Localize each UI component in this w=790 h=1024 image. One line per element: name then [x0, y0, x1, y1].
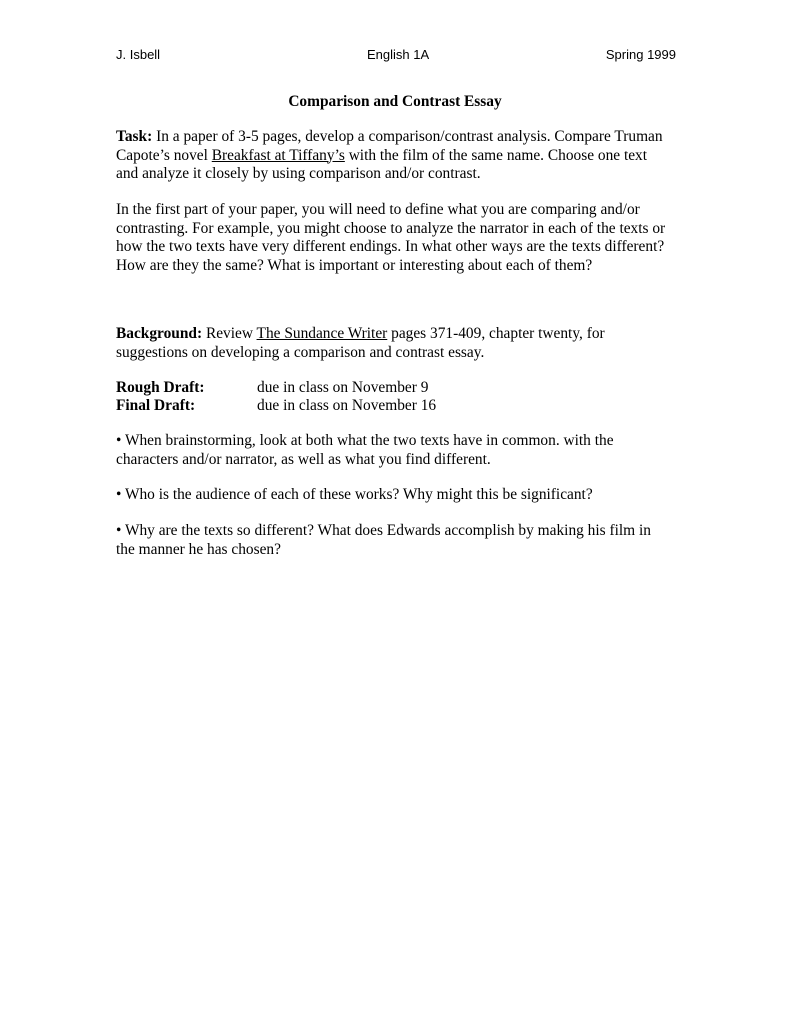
- intro-line-3: how the two texts have very different endings. In what other ways are the texts different?: [116, 238, 665, 255]
- intro-line-4: How are they the same? What is important or interesting about each of them?: [116, 256, 593, 274]
- bullet-item-3: [116, 522, 676, 559]
- task-line-2: [116, 147, 676, 166]
- background-line-1: [116, 325, 676, 344]
- background-text-1b: pages 371-409, chapter twenty, for: [387, 325, 605, 342]
- rough-draft-due: due in class on November 9: [257, 379, 429, 396]
- task-label: Task:: [116, 128, 153, 145]
- bullet-1-line-1: • When brainstorming, look at both what the two texts have in common. with the: [116, 432, 614, 449]
- task-line-1: [116, 128, 676, 147]
- rough-draft-row: [116, 379, 676, 398]
- task-section: [116, 128, 676, 184]
- task-text-2a: Capote’s novel: [116, 146, 212, 164]
- header-term: Spring 1999: [605, 47, 676, 62]
- bullet-item-1: [116, 432, 676, 469]
- background-text-1a: Review: [202, 325, 257, 342]
- task-text-1: In a paper of 3-5 pages, develop a comparison/contrast analysis. Compare Truman: [156, 128, 663, 145]
- task-line-3: and analyze it closely by using comparison and/or contrast.: [116, 165, 481, 182]
- page-header: [116, 46, 676, 64]
- task-text-2b: with the film of the same name. Choose one text: [344, 146, 648, 164]
- bullet-1-line-2: characters and/or narrator, as well as what you find different.: [116, 450, 491, 468]
- bullet-3-line-2: the manner he has chosen?: [116, 540, 281, 558]
- background-label: Background:: [116, 325, 203, 342]
- final-draft-due: due in class on November 16: [257, 397, 437, 414]
- intro-line-2: contrasting. For example, you might choose to analyze the narrator in each of the texts or: [116, 219, 666, 237]
- bullet-item-2: [116, 486, 676, 505]
- header-author: J. Isbell: [116, 47, 161, 62]
- background-line-2: suggestions on developing a comparison and contrast essay.: [116, 343, 485, 361]
- textbook-title: The Sundance Writer: [256, 325, 388, 342]
- intro-line-1: In the first part of your paper, you will need to define what you are comparing and/or: [116, 201, 640, 218]
- document-title: Comparison and Contrast Essay: [288, 93, 502, 110]
- header-course: English 1A: [367, 47, 430, 62]
- background-section: [116, 325, 676, 362]
- bullet-2-line-1: • Who is the audience of each of these works? Why might this be significant?: [116, 486, 593, 503]
- final-draft-label: Final Draft:: [116, 397, 196, 414]
- intro-paragraph: [116, 201, 676, 275]
- rough-draft-label: Rough Draft:: [116, 379, 205, 396]
- final-draft-row: [116, 397, 676, 416]
- novel-title: Breakfast at Tiffany’s: [211, 146, 345, 164]
- bullet-3-line-1: • Why are the texts so different? What does Edwards accomplish by making his film in: [116, 522, 651, 539]
